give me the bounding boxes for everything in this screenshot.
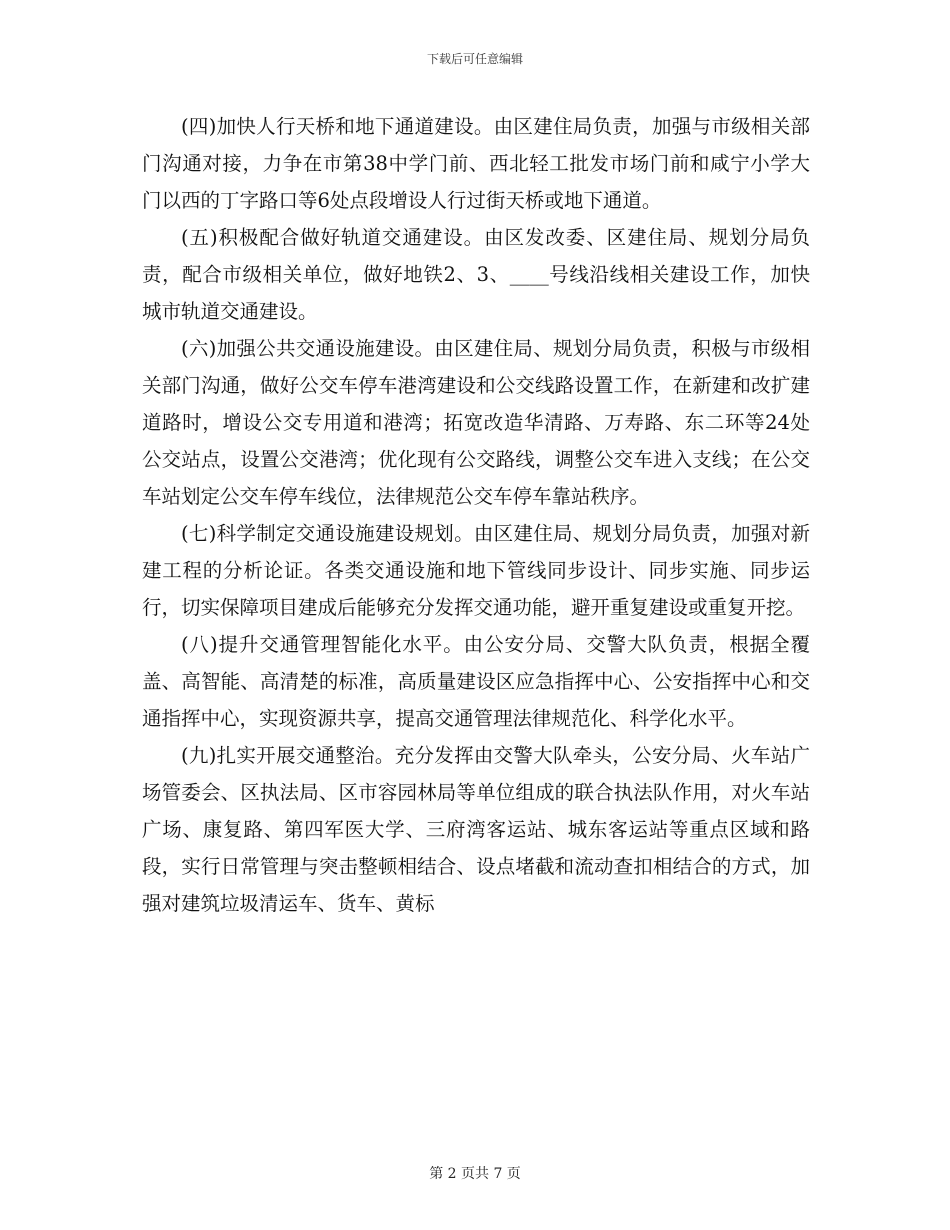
page-header: 下载后可任意编辑: [426, 52, 523, 66]
paragraph-5: (五)积极配合做好轨道交通建设。由区发改委、区建住局、规划分局负责，配合市级相关单位，做好地铁2、3、____号线沿线相关建设工作，加快城市轨道交通建设。: [142, 226, 810, 323]
paragraph-4: (四)加快人行天桥和地下通道建设。由区建住局负责，加强与市级相关部门沟通对接，力争在市第38中学门前、西北轻工批发市场门前和咸宁小学大门以西的丁字路口等6处点段增设人行过街天桥或地下通道。: [142, 115, 810, 212]
page-footer: 第 2 页共 7 页: [429, 1166, 521, 1182]
document-body: [142, 108, 810, 922]
paragraph-8: (八)提升交通管理智能化水平。由公安分局、交警大队负责，根据全覆盖、高智能、高清楚的标准，高质量建设区应急指挥中心、公安指挥中心和交通指挥中心，实现资源共享，提高交通管理法律规范化、科学化水平。: [142, 633, 810, 730]
paragraph-9: (九)扎实开展交通整治。充分发挥由交警大队牵头，公安分局、火车站广场管委会、区执法局、区市容园林局等单位组成的联合执法队作用，对火车站广场、康复路、第四军医大学、三府湾客运站、城东客运站等重点区域和路段，实行日常管理与突击整顿相结合、设点堵截和流动查扣相结合的方式，加强对建筑垃圾清运车、货车、黄标: [142, 744, 810, 915]
paragraph-7: (七)科学制定交通设施建设规划。由区建住局、规划分局负责，加强对新建工程的分析论证。各类交通设施和地下管线同步设计、同步实施、同步运行，切实保障项目建成后能够充分发挥交通功能，避开重复建设或重复开挖。: [142, 522, 810, 619]
paragraph-6: (六)加强公共交通设施建设。由区建住局、规划分局负责，积极与市级相关部门沟通，做好公交车停车港湾建设和公交线路设置工作，在新建和改扩建道路时，增设公交专用道和港湾；拓宽改造华清路、万寿路、东二环等24处公交站点，设置公交港湾；优化现有公交路线，调整公交车进入支线；在公交车站划定公交车停车线位，法律规范公交车停车靠站秩序。: [142, 337, 810, 508]
